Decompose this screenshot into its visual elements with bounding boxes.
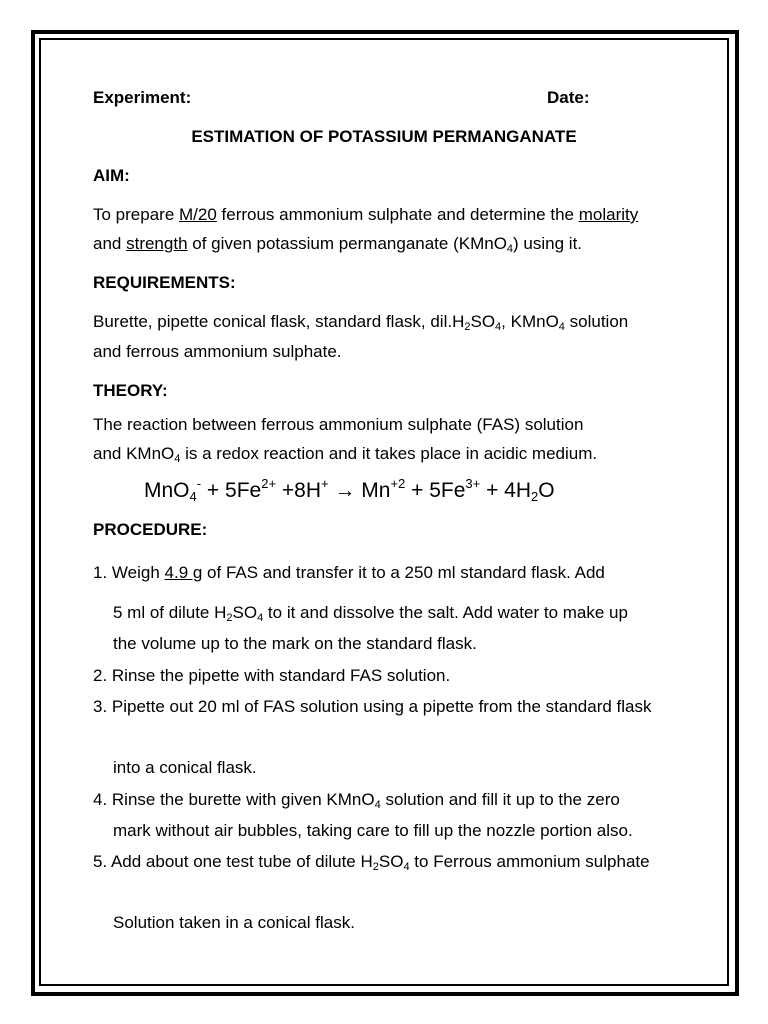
procedure-heading: PROCEDURE: <box>93 520 208 539</box>
procedure-step-1-line-2: 5 ml of dilute $H_2SO_4$ to it and dissolve the salt. Add water to make up <box>113 603 628 624</box>
procedure-step-4-line-2: mark without air bubbles, taking care to fill up the nozzle portion also. <box>113 821 633 840</box>
aim-heading: AIM: <box>93 166 130 185</box>
procedure-step-5: 5. Add about one test tube of dilute $H_2SO_4$ to Ferrous ammonium sulphate <box>93 852 650 873</box>
redox-equation: $MnO_4^- + 5Fe^{2+} +8H^+ \to Mn^{+2} + 5Fe^{3+} + 4H_2O$ <box>144 476 555 504</box>
theory-line-1: The reaction between ferrous ammonium sulphate (FAS) solution <box>93 415 584 434</box>
page-title: ESTIMATION OF POTASSIUM PERMANGANATE <box>191 127 577 146</box>
aim-line-2: and strength of given potassium permanganate (KMnO$_4$) using it. <box>93 234 583 255</box>
theory-heading: THEORY: <box>93 381 168 400</box>
page-border-inner <box>39 38 729 986</box>
requirements-heading: REQUIREMENTS: <box>93 273 236 292</box>
requirements-line-2: and ferrous ammonium sulphate. <box>93 342 342 361</box>
date-label: Date: <box>547 88 590 107</box>
aim-line-1: To prepare M/20 ferrous ammonium sulphate and determine the molarity <box>93 205 639 224</box>
procedure-step-3-line-2: into a conical flask. <box>113 758 257 777</box>
procedure-step-3: 3. Pipette out 20 ml of FAS solution using a pipette from the standard flask <box>93 697 652 716</box>
requirements-line-1: Burette, pipette conical flask, standard flask, $dil.H_2SO_4$, KMnO$_4$ solution <box>93 312 629 333</box>
procedure-step-4: 4. Rinse the burette with given KMnO$_4$ solution and fill it up to the zero <box>93 790 620 811</box>
procedure-step-1-line-3: the volume up to the mark on the standard flask. <box>113 634 477 653</box>
procedure-step-5-line-2: Solution taken in a conical flask. <box>113 913 355 932</box>
procedure-step-2: 2. Rinse the pipette with standard FAS solution. <box>93 666 451 685</box>
experiment-label: Experiment: <box>93 88 192 107</box>
theory-line-2: and KMnO$_4$ is a redox reaction and it takes place in acidic medium. <box>93 444 598 465</box>
procedure-step-1: 1. Weigh 4.9 g of FAS and transfer it to a 250 ml standard flask. Add <box>93 563 605 582</box>
